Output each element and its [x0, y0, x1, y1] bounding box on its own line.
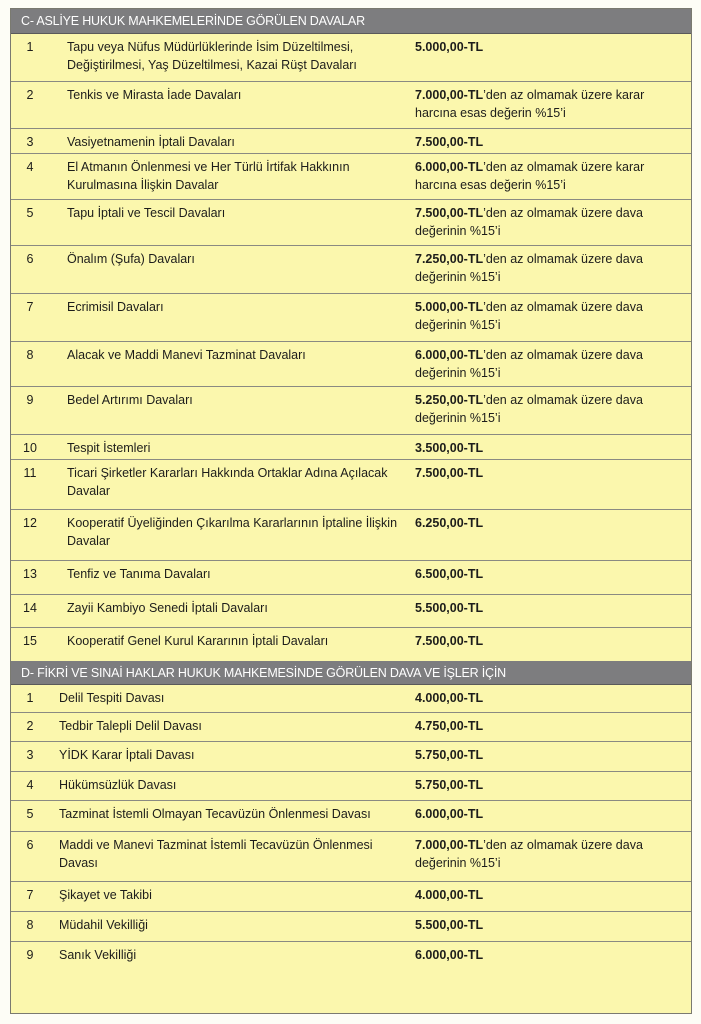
fee-note: ’den az olmamak üzere dava değerinin %15’i [415, 838, 643, 870]
fee-cell [409, 628, 691, 661]
fee-cell [409, 912, 691, 941]
fee-cell [409, 832, 691, 881]
fee-cell [409, 942, 691, 972]
fee-schedule-page [10, 8, 692, 1014]
row-number: 13 [23, 567, 37, 581]
table-row [11, 801, 691, 832]
row-number: 10 [23, 441, 37, 455]
row-number: 5 [26, 807, 34, 821]
table-row [11, 628, 691, 661]
table-row [11, 342, 691, 387]
case-type: Sanık Vekilliği [59, 948, 137, 962]
case-type: Önalım (Şufa) Davaları [67, 252, 195, 266]
row-number: 9 [26, 948, 34, 962]
row-number: 4 [26, 160, 34, 174]
row-number: 15 [23, 634, 37, 648]
row-number: 8 [26, 348, 34, 362]
case-type: Şikayet ve Takibi [59, 888, 152, 902]
fee-amount: 6.000,00-TL [415, 348, 484, 362]
fee-note: ’den az olmamak üzere dava değerinin %15’i [415, 206, 643, 238]
fee-amount: 7.000,00-TL [415, 88, 484, 102]
fee-cell [409, 685, 691, 712]
fee-amount: 5.250,00-TL [415, 393, 484, 407]
fee-amount: 7.000,00-TL [415, 838, 484, 852]
table-row [11, 742, 691, 772]
fee-cell [409, 342, 691, 386]
row-number: 2 [26, 88, 34, 102]
fee-note: ’den az olmamak üzere dava değerinin %15’i [415, 348, 643, 380]
section-c [11, 9, 691, 661]
table-row [11, 561, 691, 595]
fee-cell [409, 435, 691, 459]
fee-amount: 6.000,00-TL [415, 807, 484, 821]
case-type: Kooperatif Genel Kurul Kararının İptali Davaları [67, 634, 329, 648]
fee-cell [409, 294, 691, 341]
fee-amount: 7.500,00-TL [415, 466, 484, 480]
fee-cell [409, 460, 691, 509]
case-type: Maddi ve Manevi Tazminat İstemli Tecavüzün Önlenmesi Davası [59, 838, 373, 870]
table-row [11, 435, 691, 460]
table-row [11, 82, 691, 129]
fee-amount: 4.750,00-TL [415, 719, 484, 733]
fee-cell [409, 200, 691, 245]
fee-amount: 5.500,00-TL [415, 918, 484, 932]
fee-cell [409, 882, 691, 911]
fee-note: ’den az olmamak üzere dava değerinin %15’i [415, 252, 643, 284]
row-number: 11 [23, 466, 37, 480]
row-number: 7 [26, 888, 34, 902]
case-type: Kooperatif Üyeliğinden Çıkarılma Kararlarının İptaline İlişkin Davalar [67, 516, 398, 548]
fee-amount: 7.500,00-TL [415, 206, 484, 220]
fee-amount: 5.500,00-TL [415, 601, 484, 615]
fee-cell [409, 561, 691, 594]
fee-cell [409, 387, 691, 434]
fee-amount: 7.500,00-TL [415, 634, 484, 648]
row-number: 3 [26, 748, 34, 762]
case-type: Ecrimisil Davaları [67, 300, 164, 314]
table-row [11, 685, 691, 713]
row-number: 7 [26, 300, 34, 314]
fee-cell [409, 246, 691, 293]
row-number: 4 [26, 778, 34, 792]
fee-amount: 6.000,00-TL [415, 948, 484, 962]
row-number: 8 [26, 918, 34, 932]
fee-amount: 7.250,00-TL [415, 252, 484, 266]
table-row [11, 510, 691, 561]
table-row [11, 942, 691, 972]
fee-amount: 3.500,00-TL [415, 441, 484, 455]
case-type: Hükümsüzlük Davası [59, 778, 177, 792]
table-row [11, 129, 691, 154]
row-number: 2 [26, 719, 34, 733]
row-number: 14 [23, 601, 37, 615]
fee-amount: 4.000,00-TL [415, 691, 484, 705]
table-row [11, 595, 691, 628]
fee-amount: 4.000,00-TL [415, 888, 484, 902]
fee-cell [409, 595, 691, 627]
fee-cell [409, 713, 691, 741]
fee-cell [409, 154, 691, 199]
row-number: 12 [23, 516, 37, 530]
table-row [11, 912, 691, 942]
table-row [11, 200, 691, 246]
fee-amount: 5.750,00-TL [415, 778, 484, 792]
section-title: C- ASLİYE HUKUK MAHKEMELERİNDE GÖRÜLEN DAVALAR [11, 9, 691, 34]
case-type: Tenfiz ve Tanıma Davaları [67, 567, 211, 581]
fee-amount: 6.250,00-TL [415, 516, 484, 530]
table-row [11, 832, 691, 882]
fee-amount: 7.500,00-TL [415, 135, 484, 149]
fee-cell [409, 129, 691, 153]
case-type: Tespit İstemleri [67, 441, 151, 455]
case-type: Tedbir Talepli Delil Davası [59, 719, 202, 733]
fee-amount: 6.500,00-TL [415, 567, 484, 581]
case-type: Alacak ve Maddi Manevi Tazminat Davaları [67, 348, 306, 362]
row-number: 6 [26, 252, 34, 266]
section-d [11, 661, 691, 972]
row-number: 5 [26, 206, 34, 220]
table-row [11, 387, 691, 435]
table-row [11, 772, 691, 801]
case-type: Tapu veya Nüfus Müdürlüklerinde İsim Düzeltilmesi, Değiştirilmesi, Yaş Düzeltilmesi, Kazai Rüşt Davaları [67, 40, 357, 72]
case-type: Delil Tespiti Davası [59, 691, 165, 705]
case-type: Ticari Şirketler Kararları Hakkında Ortaklar Adına Açılacak Davalar [67, 466, 388, 498]
row-number: 9 [26, 393, 34, 407]
fee-amount: 5.000,00-TL [415, 300, 484, 314]
fee-amount: 5.750,00-TL [415, 748, 484, 762]
section-title: D- FİKRİ VE SINAİ HAKLAR HUKUK MAHKEMESİNDE GÖRÜLEN DAVA VE İŞLER İÇİN [11, 661, 691, 685]
case-type: Vasiyetnamenin İptali Davaları [67, 135, 235, 149]
fee-cell [409, 34, 691, 81]
table-row [11, 882, 691, 912]
case-type: El Atmanın Önlenmesi ve Her Türlü İrtifak Hakkının Kurulmasına İlişkin Davalar [67, 160, 350, 192]
case-type: Tazminat İstemli Olmayan Tecavüzün Önlenmesi Davası [59, 807, 371, 821]
table-row [11, 294, 691, 342]
fee-note: ’den az olmamak üzere dava değerinin %15’i [415, 393, 643, 425]
table-row [11, 713, 691, 742]
fee-amount: 5.000,00-TL [415, 40, 484, 54]
table-row [11, 246, 691, 294]
fee-cell [409, 510, 691, 560]
fee-note: ’den az olmamak üzere karar harcına esas değerin %15’i [415, 88, 645, 120]
row-number: 1 [26, 40, 34, 54]
row-number: 3 [26, 135, 34, 149]
fee-cell [409, 801, 691, 831]
fee-note: ’den az olmamak üzere dava değerinin %15’i [415, 300, 643, 332]
table-row [11, 154, 691, 200]
fee-note: ’den az olmamak üzere karar harcına esas değerin %15’i [415, 160, 645, 192]
case-type: Zayii Kambiyo Senedi İptali Davaları [67, 601, 268, 615]
case-type: Bedel Artırımı Davaları [67, 393, 193, 407]
case-type: Tapu İptali ve Tescil Davaları [67, 206, 226, 220]
case-type: YİDK Karar İptali Davası [59, 748, 195, 762]
fee-cell [409, 742, 691, 771]
table-row [11, 34, 691, 82]
table-row [11, 460, 691, 510]
row-number: 1 [26, 691, 34, 705]
case-type: Müdahil Vekilliği [59, 918, 148, 932]
fee-amount: 6.000,00-TL [415, 160, 484, 174]
fee-cell [409, 772, 691, 800]
row-number: 6 [26, 838, 34, 852]
fee-cell [409, 82, 691, 128]
case-type: Tenkis ve Mirasta İade Davaları [67, 88, 242, 102]
